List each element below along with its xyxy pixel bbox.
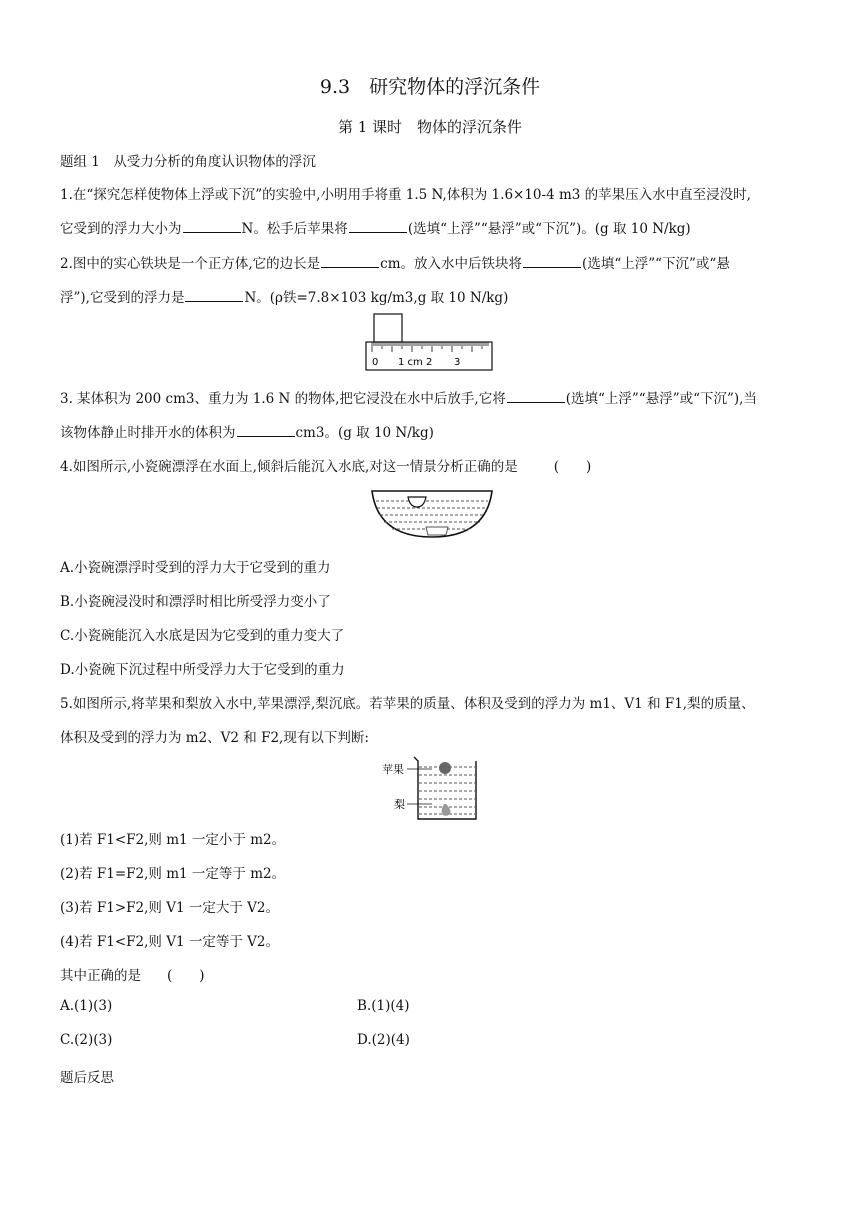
q4-option-b[interactable]: B.小瓷碗浸没时和漂浮时相比所受浮力变小了	[60, 594, 331, 610]
answer-blank[interactable]	[507, 390, 565, 403]
answer-blank[interactable]	[183, 220, 241, 233]
q5-statement-1: (1)若 F1<F2,则 m1 一定小于 m2。	[60, 832, 286, 848]
q5-prompt: 其中正确的是 ( )	[60, 968, 205, 984]
q1-line1: 1.在“探究怎样使物体上浮或下沉”的实验中,小明用手将重 1.5 N,体积为 1.6×10-4 m3 的苹果压入水中直至浸没时,	[60, 187, 751, 203]
answer-blank[interactable]	[523, 255, 581, 268]
q3-line1: 3. 某体积为 200 cm3、重力为 1.6 N 的物体,把它浸没在水中后放手,它将 (选填“上浮”“悬浮”或“下沉”),当	[60, 391, 757, 407]
answer-paren[interactable]: ( )	[167, 968, 205, 984]
q5-statement-2: (2)若 F1=F2,则 m1 一定等于 m2。	[60, 866, 286, 882]
q2-line2: 浮”),它受到的浮力是 N。(ρ铁=7.8×103 kg/m3,g 取 10 N/kg)	[60, 290, 509, 306]
answer-blank[interactable]	[237, 424, 295, 437]
q5-option-c[interactable]: C.(2)(3)	[60, 1032, 113, 1048]
q5-option-b[interactable]: B.(1)(4)	[357, 998, 410, 1014]
q5-option-d[interactable]: D.(2)(4)	[357, 1032, 410, 1048]
q5-statement-4: (4)若 F1<F2,则 V1 一定等于 V2。	[60, 934, 279, 950]
answer-blank[interactable]	[185, 289, 243, 302]
q4-option-c[interactable]: C.小瓷碗能沉入水底是因为它受到的重力变大了	[60, 628, 345, 644]
answer-blank[interactable]	[321, 255, 379, 268]
q4-stem: 4.如图所示,小瓷碗漂浮在水面上,倾斜后能沉入水底,对这一情景分析正确的是 ( )	[60, 459, 592, 475]
q5-line1: 5.如图所示,将苹果和梨放入水中,苹果漂浮,梨沉底。若苹果的质量、体积及受到的浮力为 m1、V1 和 F1,梨的质量、	[60, 696, 755, 712]
reflection-heading: 题后反思	[60, 1070, 114, 1086]
ruler-figure	[364, 312, 496, 372]
q4-option-d[interactable]: D.小瓷碗下沉过程中所受浮力大于它受到的重力	[60, 662, 345, 678]
ruler-label-1: 1 cm 2	[398, 357, 433, 368]
q5-line2: 体积及受到的浮力为 m2、V2 和 F2,现有以下判断:	[60, 730, 369, 746]
ruler-label-0: 0	[372, 357, 379, 368]
pear-label: 梨	[394, 798, 405, 811]
page-title: 9.3 研究物体的浮沉条件	[319, 76, 541, 98]
answer-paren[interactable]: ( )	[553, 459, 592, 475]
q4-option-a[interactable]: A.小瓷碗漂浮时受到的浮力大于它受到的重力	[60, 560, 331, 576]
q5-statement-3: (3)若 F1>F2,则 V1 一定大于 V2。	[60, 900, 279, 916]
q5-option-a[interactable]: A.(1)(3)	[60, 998, 113, 1014]
lesson-subtitle: 第 1 课时 物体的浮沉条件	[337, 118, 523, 136]
beaker-figure	[380, 753, 490, 823]
answer-blank[interactable]	[349, 220, 407, 233]
bowl-figure	[368, 487, 496, 541]
q1-line2: 它受到的浮力大小为 N。松手后苹果将 (选填“上浮”“悬浮”或“下沉”)。(g 取 10 N/kg)	[60, 221, 691, 237]
q3-line2: 该物体静止时排开水的体积为 cm3。(g 取 10 N/kg)	[60, 425, 434, 441]
apple-label: 苹果	[382, 763, 404, 776]
q2-line1: 2.图中的实心铁块是一个正方体,它的边长是 cm。放入水中后铁块将 (选填“上浮”“下沉”或“悬	[60, 256, 730, 272]
ruler-label-3: 3	[454, 357, 461, 368]
group-heading: 题组 1 从受力分析的角度认识物体的浮沉	[60, 154, 316, 170]
